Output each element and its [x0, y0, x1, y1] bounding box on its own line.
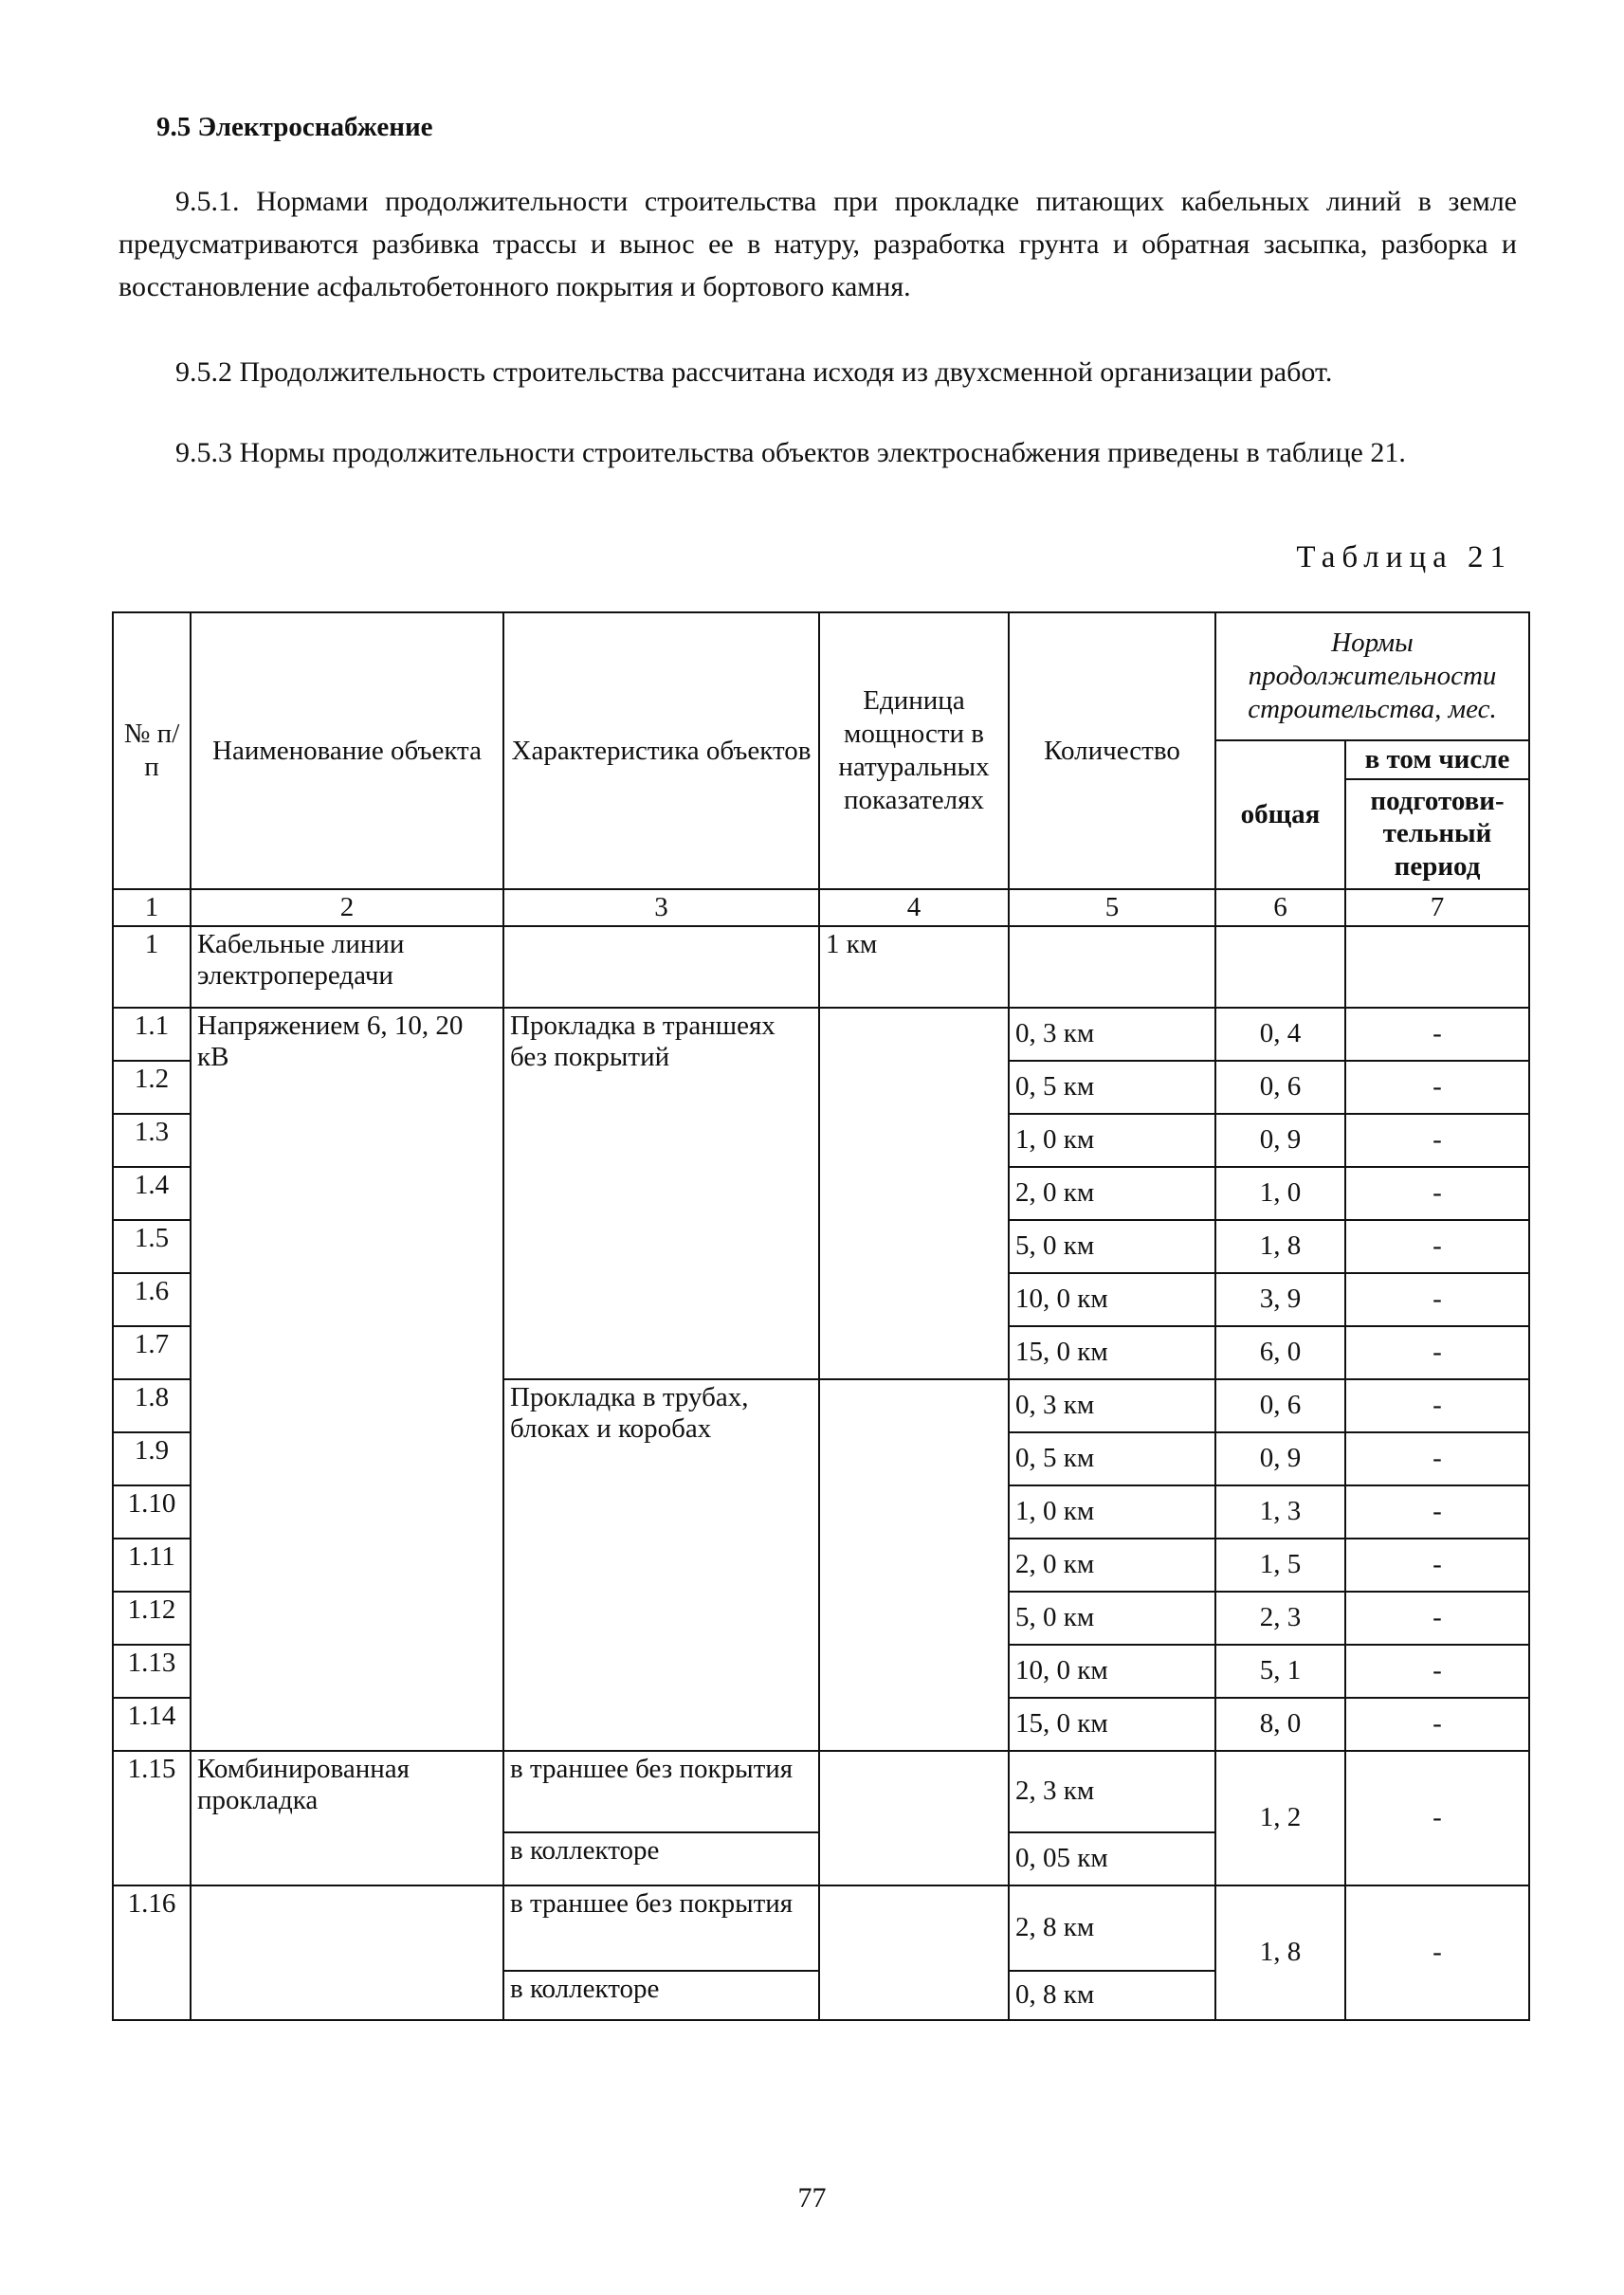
row-characteristic: Прокладка в трубах, блоках и коробах	[503, 1379, 819, 1751]
row-num: 1.1	[113, 1008, 191, 1061]
table-row	[113, 926, 1529, 1008]
row-num: 1.2	[113, 1061, 191, 1114]
column-number: 6	[1215, 889, 1345, 926]
row-quantity: 0, 5 км	[1009, 1061, 1215, 1114]
row-total: 1, 8	[1215, 1885, 1345, 2020]
row-quantity	[1009, 926, 1215, 1008]
row-total: 8, 0	[1215, 1698, 1345, 1751]
row-num: 1	[113, 926, 191, 1008]
row-total: 1, 8	[1215, 1220, 1345, 1273]
row-num: 1.5	[113, 1220, 191, 1273]
row-name	[191, 1885, 503, 2020]
row-num: 1.16	[113, 1885, 191, 2020]
paragraph-number: 9.5.1.	[175, 186, 240, 217]
header-norms: Нормы продолжительности строительства, мес.	[1215, 612, 1529, 740]
row-total: 6, 0	[1215, 1326, 1345, 1379]
row-num: 1.8	[113, 1379, 191, 1432]
row-total: 1, 2	[1215, 1751, 1345, 1885]
row-characteristic: в траншее без покрытия	[503, 1751, 819, 1832]
row-total: 1, 5	[1215, 1539, 1345, 1592]
row-num: 1.6	[113, 1273, 191, 1326]
row-quantity: 2, 3 км	[1009, 1751, 1215, 1832]
header-num: № п/п	[113, 612, 191, 889]
row-prep: -	[1345, 1485, 1529, 1539]
row-num: 1.15	[113, 1751, 191, 1885]
table-row	[113, 1751, 1529, 1832]
row-quantity: 5, 0 км	[1009, 1220, 1215, 1273]
row-total: 0, 9	[1215, 1114, 1345, 1167]
row-prep: -	[1345, 1167, 1529, 1220]
row-prep: -	[1345, 1326, 1529, 1379]
column-number: 2	[191, 889, 503, 926]
row-total: 1, 0	[1215, 1167, 1345, 1220]
paragraph-text: Нормы продолжительности строительства объектов электроснабжения приведены в таблице 21.	[239, 437, 1406, 468]
column-number: 5	[1009, 889, 1215, 926]
column-number: 1	[113, 889, 191, 926]
row-num: 1.13	[113, 1645, 191, 1698]
row-quantity: 0, 3 км	[1009, 1008, 1215, 1061]
row-quantity: 1, 0 км	[1009, 1114, 1215, 1167]
row-quantity: 5, 0 км	[1009, 1592, 1215, 1645]
row-characteristic	[503, 926, 819, 1008]
column-number: 7	[1345, 889, 1529, 926]
row-unit	[819, 1379, 1009, 1751]
row-prep: -	[1345, 1885, 1529, 2020]
row-prep: -	[1345, 1379, 1529, 1432]
row-prep: -	[1345, 1061, 1529, 1114]
row-unit	[819, 1885, 1009, 2020]
row-unit: 1 км	[819, 926, 1009, 1008]
row-characteristic: в коллекторе	[503, 1832, 819, 1885]
norms-table	[112, 611, 1530, 2021]
paragraph-9-5-2	[119, 351, 1517, 393]
row-name: Комбинированная прокладка	[191, 1751, 503, 1885]
paragraph-text: Продолжительность строительства рассчитана исходя из двухсменной организации работ.	[239, 356, 1333, 388]
paragraph-number: 9.5.2	[175, 356, 232, 388]
row-quantity: 2, 0 км	[1009, 1167, 1215, 1220]
header-characteristic: Характеристика объектов	[503, 612, 819, 889]
header-quantity: Количество	[1009, 612, 1215, 889]
paragraph-number: 9.5.3	[175, 437, 232, 468]
header-prep-period: подготови-тельный период	[1345, 779, 1529, 889]
row-num: 1.10	[113, 1485, 191, 1539]
row-quantity: 0, 5 км	[1009, 1432, 1215, 1485]
row-total: 2, 3	[1215, 1592, 1345, 1645]
row-quantity: 0, 3 км	[1009, 1379, 1215, 1432]
row-quantity: 2, 0 км	[1009, 1539, 1215, 1592]
table-caption: Таблица 21	[1296, 540, 1512, 574]
column-number-row	[113, 889, 1529, 926]
paragraph-9-5-1	[119, 180, 1517, 308]
row-num: 1.14	[113, 1698, 191, 1751]
row-quantity: 1, 0 км	[1009, 1485, 1215, 1539]
row-quantity: 10, 0 км	[1009, 1645, 1215, 1698]
row-num: 1.4	[113, 1167, 191, 1220]
row-quantity: 2, 8 км	[1009, 1885, 1215, 1971]
row-characteristic: Прокладка в траншеях без покрытий	[503, 1008, 819, 1379]
row-prep: -	[1345, 1645, 1529, 1698]
row-prep: -	[1345, 1539, 1529, 1592]
row-num: 1.7	[113, 1326, 191, 1379]
row-prep: -	[1345, 1220, 1529, 1273]
header-name: Наименование объекта	[191, 612, 503, 889]
row-total: 0, 9	[1215, 1432, 1345, 1485]
row-prep: -	[1345, 1008, 1529, 1061]
row-total: 5, 1	[1215, 1645, 1345, 1698]
table-row	[113, 1008, 1529, 1061]
row-total: 3, 9	[1215, 1273, 1345, 1326]
row-num: 1.11	[113, 1539, 191, 1592]
row-quantity: 0, 8 км	[1009, 1971, 1215, 2020]
row-name: Напряжением 6, 10, 20 кВ	[191, 1008, 503, 1751]
row-characteristic: в траншее без покрытия	[503, 1885, 819, 1971]
row-total: 0, 4	[1215, 1008, 1345, 1061]
row-prep: -	[1345, 1432, 1529, 1485]
row-quantity: 10, 0 км	[1009, 1273, 1215, 1326]
paragraph-9-5-3	[119, 431, 1517, 474]
row-prep: -	[1345, 1114, 1529, 1167]
row-num: 1.9	[113, 1432, 191, 1485]
row-quantity: 0, 05 км	[1009, 1832, 1215, 1885]
row-characteristic: в коллекторе	[503, 1971, 819, 2020]
row-total	[1215, 926, 1345, 1008]
table-row	[113, 1885, 1529, 1971]
header-unit: Единица мощности в натуральных показателях	[819, 612, 1009, 889]
row-total: 0, 6	[1215, 1061, 1345, 1114]
row-quantity: 15, 0 км	[1009, 1698, 1215, 1751]
row-unit	[819, 1008, 1009, 1379]
row-total: 0, 6	[1215, 1379, 1345, 1432]
column-number: 3	[503, 889, 819, 926]
row-prep: -	[1345, 1751, 1529, 1885]
header-including: в том числе	[1345, 740, 1529, 779]
row-quantity: 15, 0 км	[1009, 1326, 1215, 1379]
paragraph-text: Нормами продолжительности строительства при прокладке питающих кабельных линий в земле предусматриваются разбивка трассы и вынос ее в натуру, разработка грунта и обратная засыпка, разборка и восстановление асфальтобетонного покрытия и бортового камня.	[119, 186, 1517, 302]
row-prep: -	[1345, 1698, 1529, 1751]
table-header	[113, 612, 1529, 926]
row-num: 1.3	[113, 1114, 191, 1167]
row-total: 1, 3	[1215, 1485, 1345, 1539]
row-num: 1.12	[113, 1592, 191, 1645]
row-prep	[1345, 926, 1529, 1008]
row-prep: -	[1345, 1592, 1529, 1645]
row-unit	[819, 1751, 1009, 1885]
page-number: 77	[797, 2182, 827, 2213]
section-heading: 9.5 Электроснабжение	[156, 112, 433, 142]
header-total: общая	[1215, 740, 1345, 889]
column-number: 4	[819, 889, 1009, 926]
row-prep: -	[1345, 1273, 1529, 1326]
row-name: Кабельные линии электропередачи	[191, 926, 503, 1008]
